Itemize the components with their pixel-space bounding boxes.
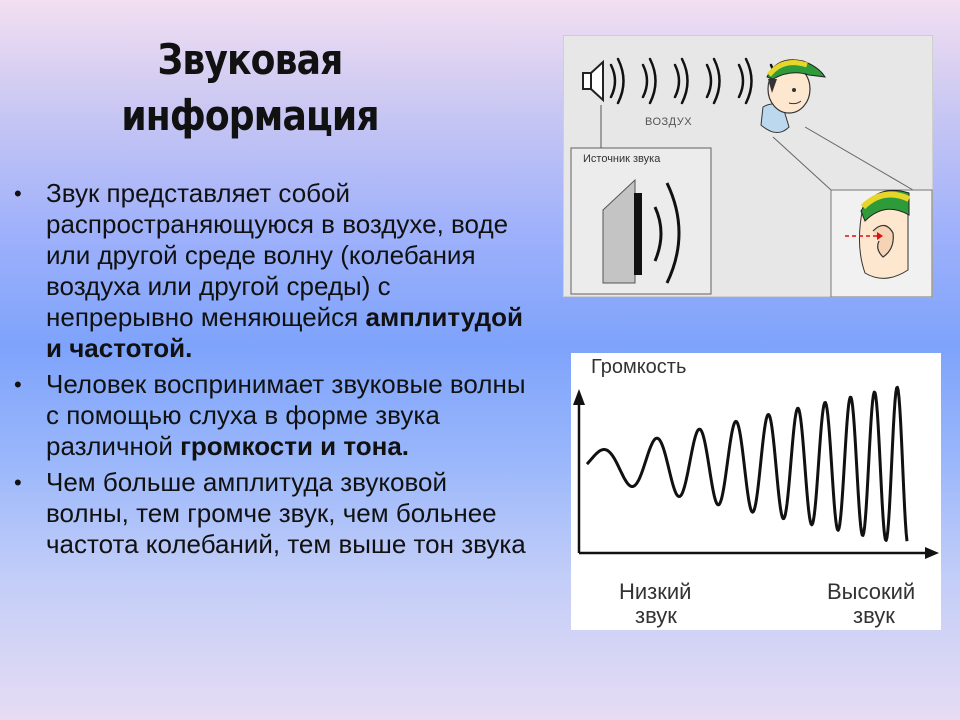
bullet-item-sound-definition	[14, 178, 534, 364]
bullet-list	[14, 178, 534, 565]
sound-source-box	[571, 148, 711, 294]
bullet-text: Чем больше амплитуда звуковой волны, тем громче звук, чем больнее частота колебаний, тем выше тон звука	[46, 467, 526, 559]
high-sound-label-line1: Высокий	[827, 579, 916, 604]
listener-head-icon	[761, 60, 825, 133]
bullet-text: Звук представляет собой распространяющуюся в воздухе, воде или другой среде волну (колебания воздуха или другой среды) с непрерывно меняющейся	[46, 178, 509, 332]
y-axis-label: Громкость	[591, 356, 687, 378]
bullet-item-perception	[14, 369, 534, 462]
ear-closeup-icon	[831, 190, 932, 297]
slide-title	[95, 32, 405, 144]
sound-propagation-figure	[563, 35, 933, 297]
sound-source-label: Источник звука	[583, 153, 661, 165]
title-line-1: Звуковая	[157, 35, 343, 84]
speaker-icon	[583, 62, 603, 100]
bullet-bold-text: амплитудой и частотой.	[46, 302, 523, 363]
title-line-2: информация	[121, 91, 379, 140]
bullet-text: Человек воспринимает звуковые волны с помощью слуха в форме звука различной	[46, 369, 526, 461]
air-label: ВОЗДУХ	[645, 116, 693, 128]
low-sound-label-line1: Низкий	[619, 579, 692, 604]
sound-propagation-svg	[563, 35, 933, 297]
bullet-item-amplitude-frequency	[14, 467, 534, 560]
waveform-svg	[571, 353, 941, 630]
bullet-marker: •	[14, 372, 22, 397]
bullet-marker: •	[14, 181, 22, 206]
sound-waves-icon	[611, 59, 775, 103]
bullet-bold-text: громкости и тона.	[180, 431, 410, 461]
loudness-tone-figure	[571, 353, 941, 630]
bullet-marker: •	[14, 470, 22, 495]
waveform-curve	[587, 387, 907, 541]
high-sound-label-line2: звук	[853, 603, 895, 628]
low-sound-label-line2: звук	[635, 603, 677, 628]
